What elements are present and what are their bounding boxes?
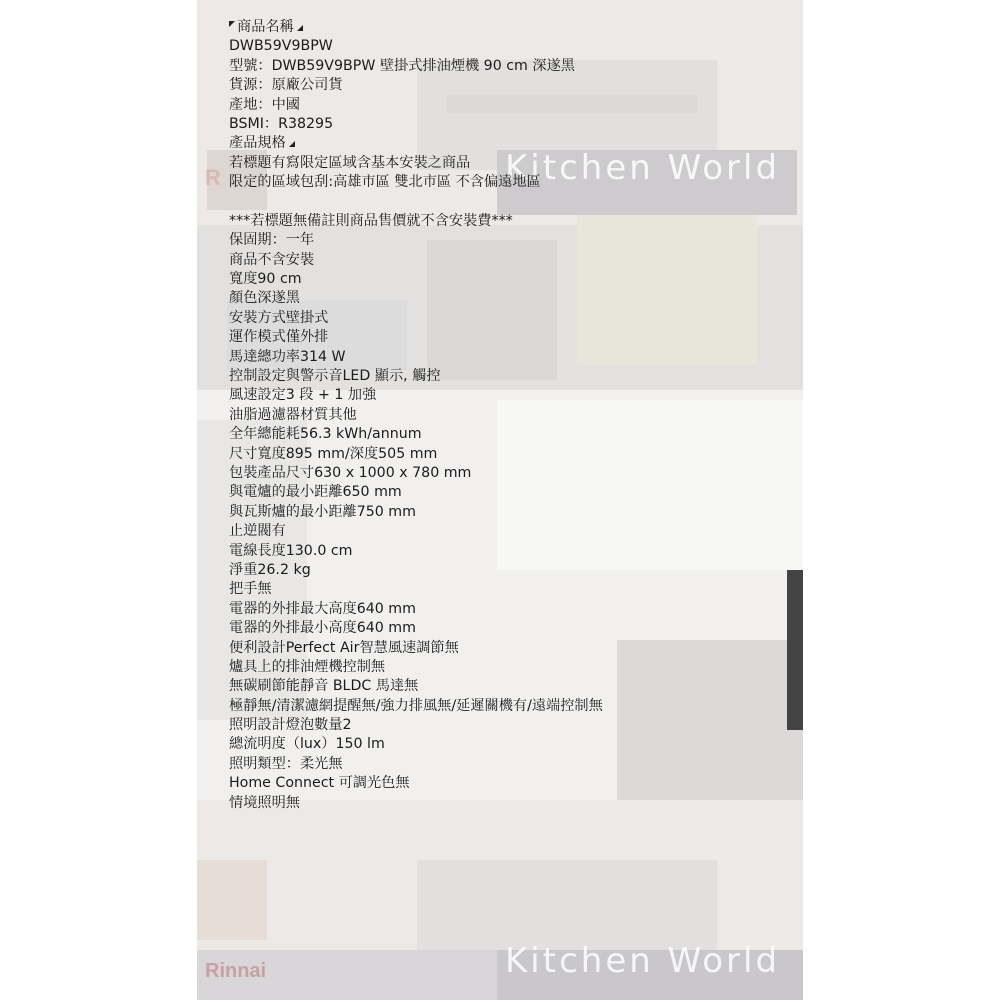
info-line: 貨源：原廠公司貨 xyxy=(229,77,343,94)
spec-line: 油脂過濾器材質其他 xyxy=(229,406,357,423)
spec-line: 極靜無/清潔濾網提醒無/強力排風無/延遲關機有/遠端控制無 xyxy=(229,697,603,714)
spec-heading-row xyxy=(229,134,799,153)
spec-line: 風速設定3 段 + 1 加強 xyxy=(229,387,377,404)
spec-line: 止逆閥有 xyxy=(229,523,286,540)
tree-bottom xyxy=(197,860,267,940)
spec-line: 全年總能耗56.3 kWh/annum xyxy=(229,426,422,443)
info-line: 產地：中國 xyxy=(229,96,300,113)
info-line: BSMI：R38295 xyxy=(229,115,334,132)
corner-right-icon xyxy=(289,141,295,147)
info-line: 若標題有寫限定區域含基本安裝之商品 xyxy=(229,154,471,171)
spec-line: ***若標題無備註則商品售價就不含安裝費*** xyxy=(229,212,513,229)
info-line: 限定的區域包刮:高雄市區 雙北市區 不含偏遠地區 xyxy=(229,174,541,191)
spec-line: 安裝方式壁掛式 xyxy=(229,309,329,326)
corner-right-icon xyxy=(297,25,303,31)
brand-logo: Rinnai xyxy=(205,960,267,982)
spec-line: 便利設計Perfect Air智慧風速調節無 xyxy=(229,639,459,656)
spec-line: 運作模式僅外排 xyxy=(229,329,329,346)
spec-line: 馬達總功率314 W xyxy=(229,348,346,365)
spec-title-row xyxy=(229,18,799,37)
spec-line: 尺寸寬度895 mm/深度505 mm xyxy=(229,445,438,462)
spec-sheet xyxy=(229,18,799,813)
spec-line: 淨重26.2 kg xyxy=(229,561,311,578)
spec-line: 保固期：一年 xyxy=(229,232,315,249)
spec-line: 情境照明無 xyxy=(229,794,300,811)
spec-line: 寬度90 cm xyxy=(229,271,302,288)
spec-line: 電線長度130.0 cm xyxy=(229,542,353,559)
spec-line: 商品不含安裝 xyxy=(229,251,315,268)
spec-line: 電器的外排最大高度640 mm xyxy=(229,600,416,617)
spacer xyxy=(229,193,799,212)
spec-line: Home Connect 可調光色無 xyxy=(229,775,410,792)
spec-line: 控制設定與警示音LED 顯示, 觸控 xyxy=(229,368,441,385)
spec-line: 總流明度（lux）150 lm xyxy=(229,736,385,753)
corner-left-icon xyxy=(229,21,235,27)
spec-line: 爐具上的排油煙機控制無 xyxy=(229,658,386,675)
spec-line: 顏色深遂黑 xyxy=(229,290,300,307)
spec-line: 包裝產品尺寸630 x 1000 x 780 mm xyxy=(229,464,472,481)
model-code: DWB59V9BPW xyxy=(229,38,333,55)
spec-line: 無碳刷節能靜音 BLDC 馬達無 xyxy=(229,678,419,695)
brand-letter: R xyxy=(205,165,221,190)
watermark-bottom: Kitchen World xyxy=(505,941,781,981)
spec-line: 照明設計燈泡數量2 xyxy=(229,717,352,734)
spec-line: 電器的外排最小高度640 mm xyxy=(229,620,416,637)
spec-line: 把手無 xyxy=(229,581,272,598)
spec-line: 與電爐的最小距離650 mm xyxy=(229,484,402,501)
watermark-top: Kitchen World xyxy=(505,148,781,188)
spec-line: 照明類型：柔光無 xyxy=(229,755,343,772)
info-line: 型號：DWB59V9BPW 壁掛式排油煙機 90 cm 深遂黑 xyxy=(229,57,575,74)
spec-list xyxy=(229,212,799,813)
spec-line: 與瓦斯爐的最小距離750 mm xyxy=(229,503,416,520)
spec-title: 商品名稱 xyxy=(237,19,294,35)
spec-heading: 產品規格 xyxy=(229,135,286,152)
